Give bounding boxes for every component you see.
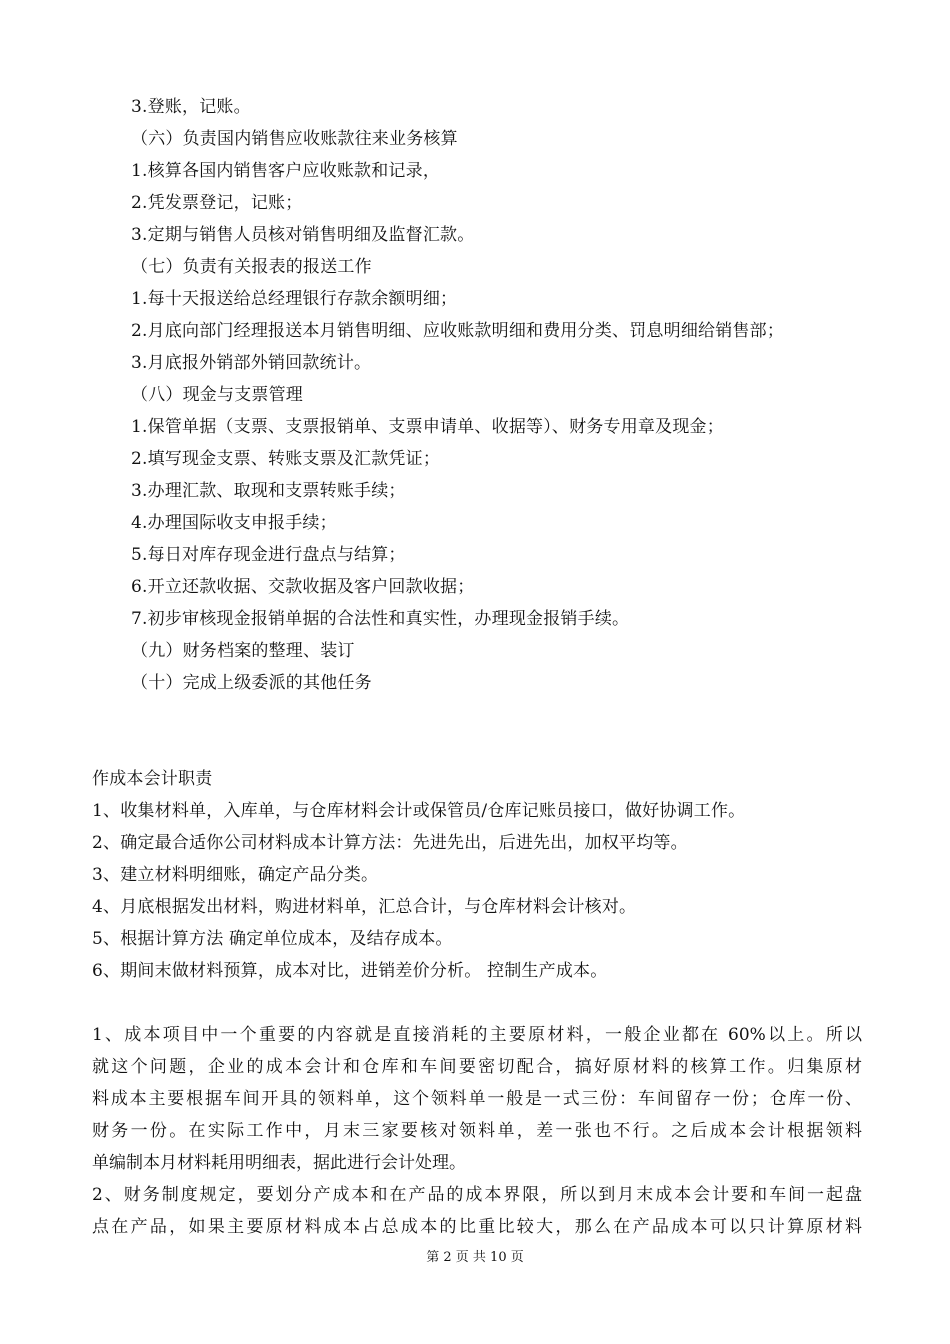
paragraph-line: 单编制本月材料耗用明细表，据此进行会计处理。	[92, 1153, 466, 1173]
duty-line: 2.月底向部门经理报送本月销售明细、应收账款明细和费用分类、罚息明细给销售部；	[131, 321, 785, 341]
list-item: 3、建立材料明细账，确定产品分类。	[92, 865, 379, 885]
duty-line: 1.保管单据（支票、支票报销单、支票申请单、收据等）、财务专用章及现金；	[131, 417, 724, 437]
duty-heading: （八）现金与支票管理	[131, 385, 303, 405]
duty-heading: （十）完成上级委派的其他任务	[131, 673, 372, 693]
duty-heading: （九）财务档案的整理、装订	[131, 641, 355, 661]
duty-line: 3.定期与销售人员核对销售明细及监督汇款。	[131, 225, 475, 245]
duty-heading: （七）负责有关报表的报送工作	[131, 257, 372, 277]
list-item: 4、月底根据发出材料，购进材料单，汇总合计，与仓库材料会计核对。	[92, 897, 637, 917]
duty-line: 3.办理汇款、取现和支票转账手续；	[131, 481, 406, 501]
duty-heading: （六）负责国内销售应收账款往来业务核算	[131, 129, 458, 149]
section-title: 作成本会计职责	[92, 769, 213, 789]
page-number: 第 2 页 共 10 页	[426, 1250, 524, 1265]
paragraph-line: 财务一份。在实际工作中，月末三家要核对领料单，差一张也不行。之后成本会计根据领料	[92, 1121, 862, 1141]
paragraph-line: 2、财务制度规定，要划分产成本和在产品的成本界限，所以到月末成本会计要和车间一起盘	[92, 1185, 862, 1205]
paragraph-line: 就这个问题，企业的成本会计和仓库和车间要密切配合，搞好原材料的核算工作。归集原材	[92, 1057, 862, 1077]
duty-line: 3.月底报外销部外销回款统计。	[131, 353, 372, 373]
duty-line: 7.初步审核现金报销单据的合法性和真实性，办理现金报销手续。	[131, 609, 630, 629]
paragraph-line: 料成本主要根据车间开具的领料单，这个领料单一般是一式三份：车间留存一份；仓库一份、	[92, 1089, 862, 1109]
duty-line: 1.每十天报送给总经理银行存款余额明细；	[131, 289, 458, 309]
list-item: 2、确定最合适你公司材料成本计算方法：先进先出，后进先出，加权平均等。	[92, 833, 688, 853]
paragraph-line: 1、成本项目中一个重要的内容就是直接消耗的主要原材料，一般企业都在 60%以上。所以	[92, 1025, 862, 1045]
duty-line: 6.开立还款收据、交款收据及客户回款收据；	[131, 577, 475, 597]
list-item: 6、期间末做材料预算，成本对比，进销差价分析。 控制生产成本。	[92, 961, 608, 981]
duty-line: 5.每日对库存现金进行盘点与结算；	[131, 545, 406, 565]
paragraph-line: 点在产品，如果主要原材料成本占总成本的比重比较大，那么在产品成本可以只计算原材料	[92, 1217, 862, 1237]
duty-line: 4.办理国际收支申报手续；	[131, 513, 337, 533]
duty-line: 2.凭发票登记，记账；	[131, 193, 303, 213]
duty-line: 2.填写现金支票、转账支票及汇款凭证；	[131, 449, 441, 469]
list-item: 1、收集材料单，入库单，与仓库材料会计或保管员/仓库记账员接口，做好协调工作。	[92, 801, 746, 821]
duty-line: 1.核算各国内销售客户应收账款和记录，	[131, 161, 441, 181]
list-item: 5、根据计算方法 确定单位成本，及结存成本。	[92, 929, 453, 949]
duty-line: 3.登账，记账。	[131, 97, 251, 117]
